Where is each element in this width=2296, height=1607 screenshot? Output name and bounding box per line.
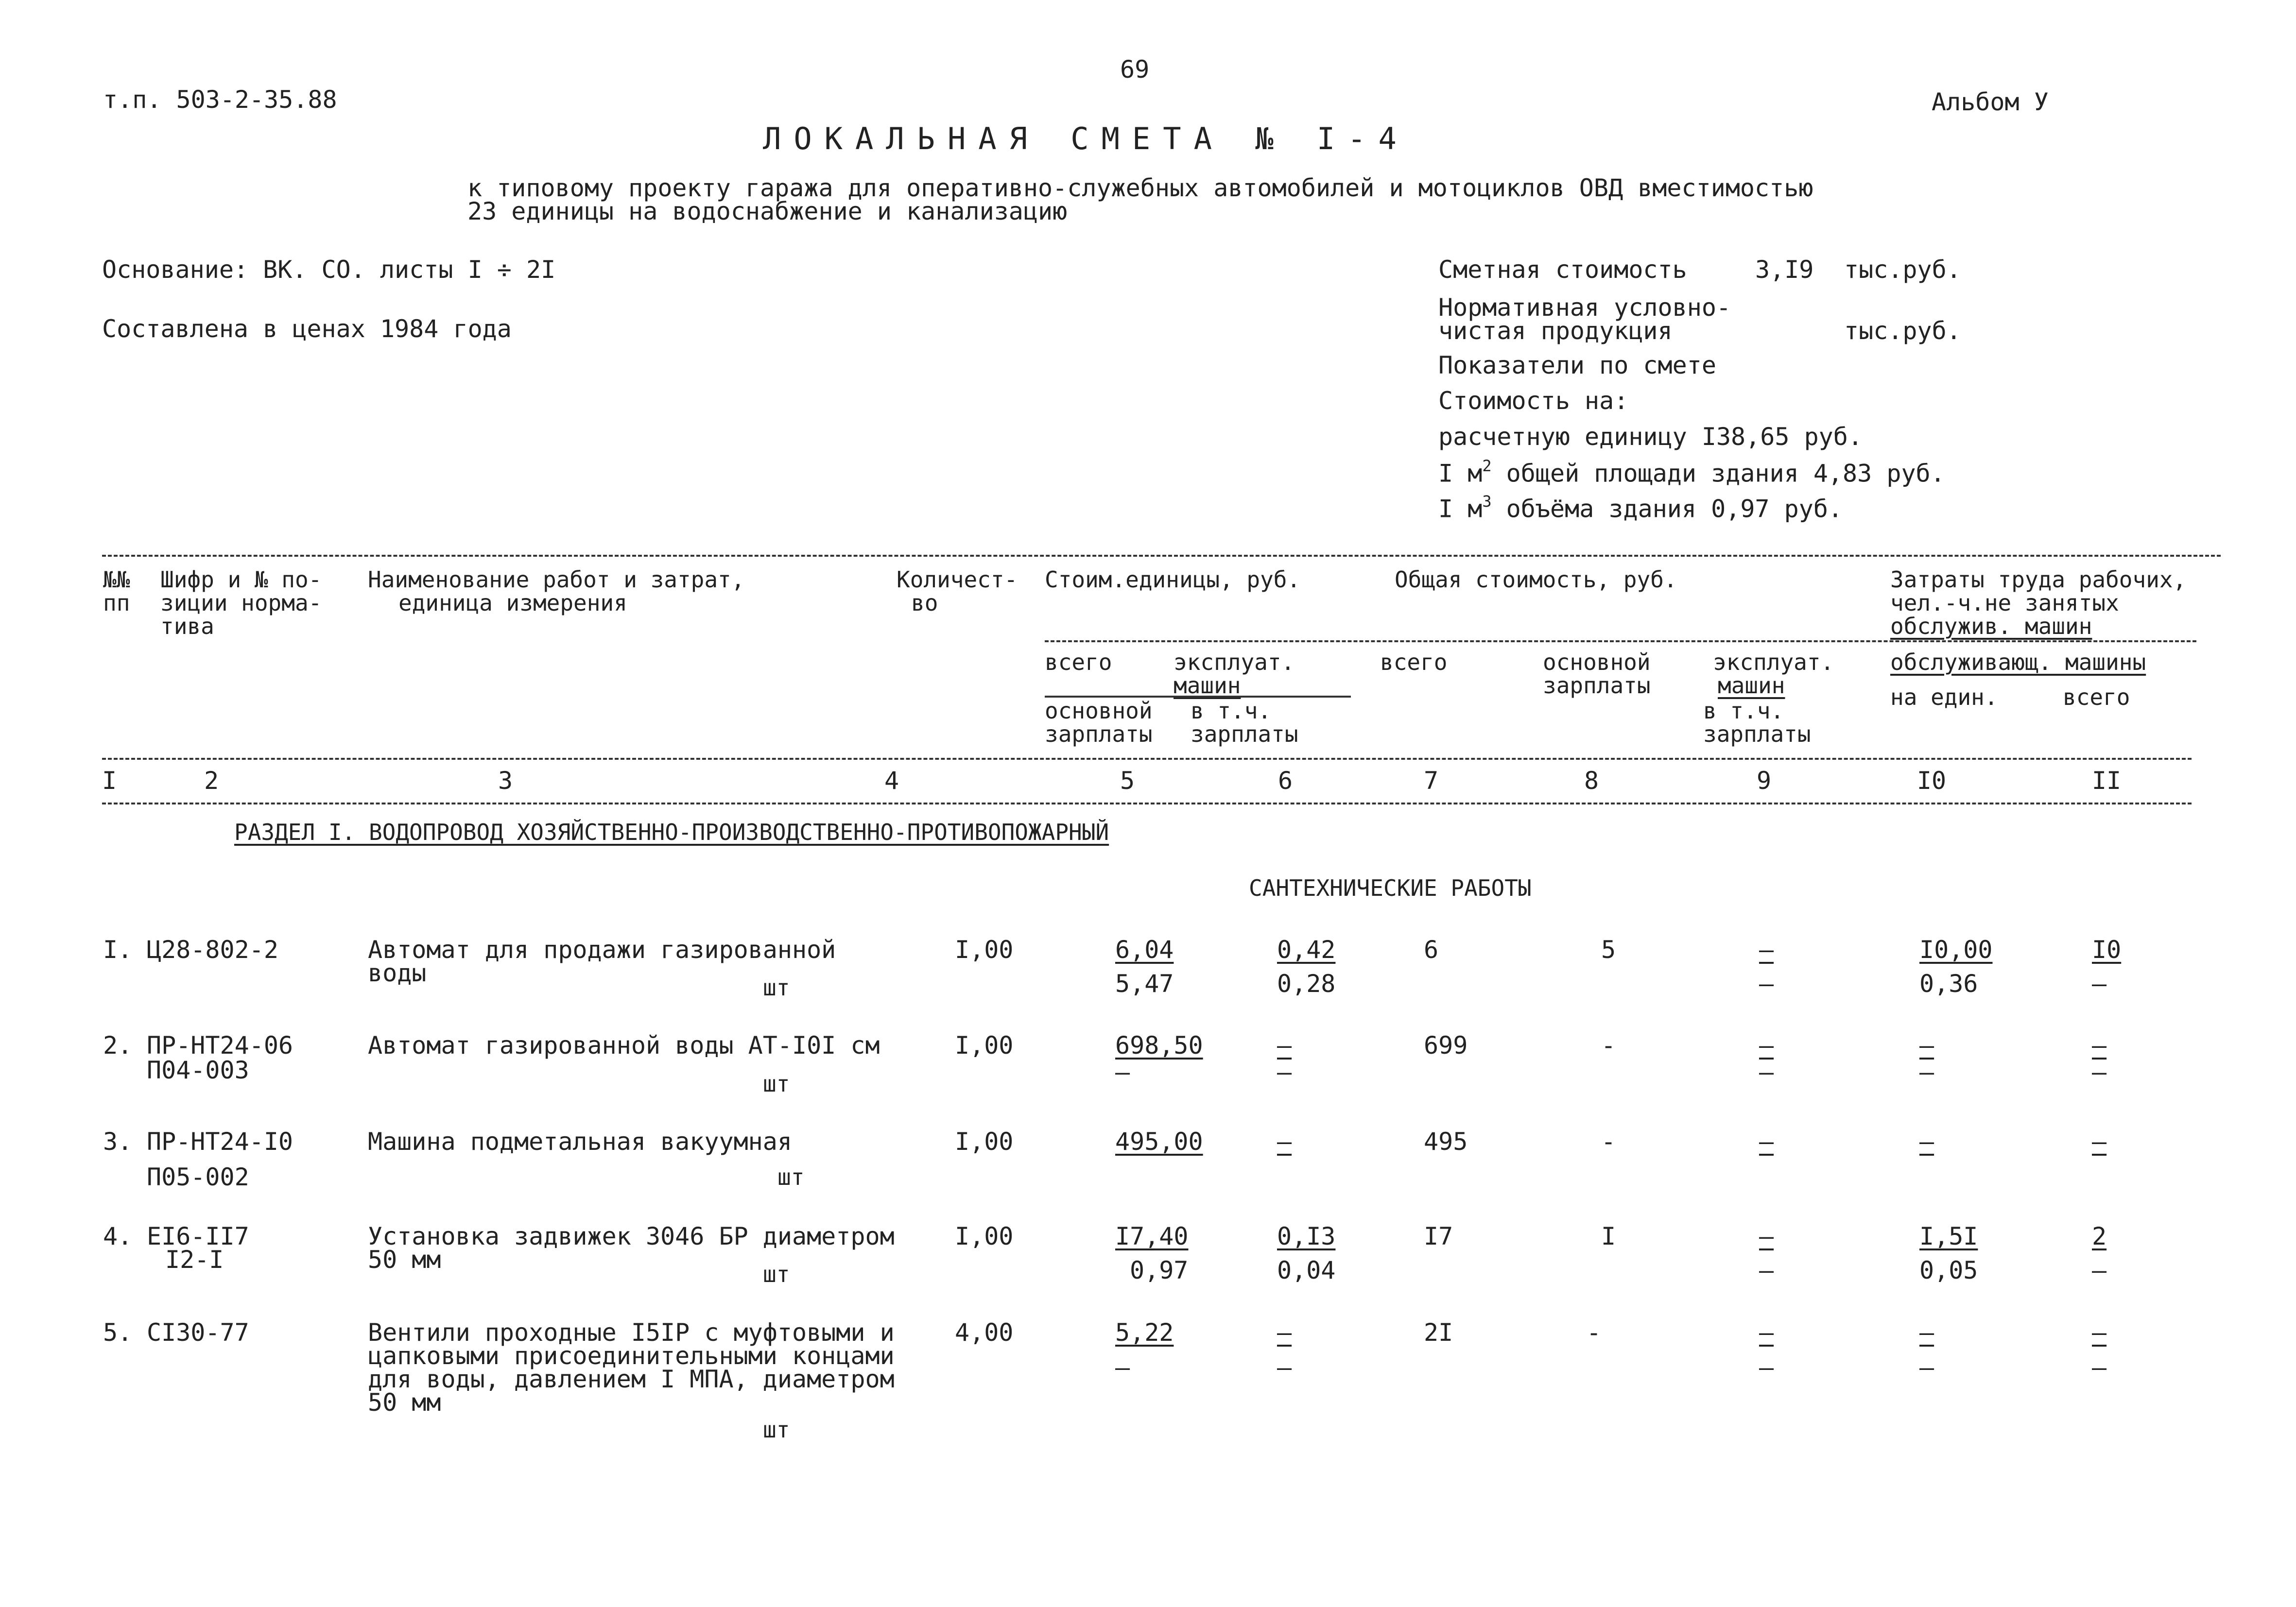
labor-total-label: всего [2063,684,2130,710]
row-labor-total-2: – [2092,1256,2107,1284]
total-cost-wage-l1: основной [1543,649,1651,675]
prices-text: Составлена в ценах 1984 года [102,315,512,343]
row-code: ПР-НТ24-06 [147,1031,293,1060]
row-code: СI30-77 [147,1318,249,1347]
estimated-cost-label: Сметная стоимость [1438,256,1687,284]
row-quantity: I,00 [955,1222,1014,1250]
row-total-cost: I7 [1424,1222,1453,1250]
row-name-line-4: 50 мм [368,1388,441,1417]
row-unit: шт [777,1164,805,1190]
row-unit-cost-machines-wage: 0,04 [1277,1256,1336,1284]
document-title: ЛОКАЛЬНАЯ СМЕТА № I-4 [763,121,1409,156]
cost-on-label: Стоимость на: [1438,387,1629,415]
estimated-cost-value: 3,I9 [1755,256,1814,284]
section-title: РАЗДЕЛ I. ВОДОПРОВОД ХОЗЯЙСТВЕННО-ПРОИЗВОДСТВЕННО-ПРОТИВОПОЖАРНЫЙ [234,819,1109,845]
row-total-cost: 6 [1424,936,1439,964]
normative-label-2: чистая продукция [1438,317,1673,345]
col-number-5: 5 [1120,767,1135,795]
row-unit-cost-wage: 0,97 [1130,1256,1189,1284]
row-code: ЕI6-II7 [147,1222,249,1250]
row-name-line-2: цапковыми присоединительными концами [368,1342,895,1370]
row-labor-total: I0 [2092,936,2122,964]
total-cost-machines-l2: машин [1718,672,1785,699]
header-bottom-rule [102,758,2192,760]
row-name-line-1: Машина подметальная вакуумная [368,1128,792,1156]
subheader-rule [1045,640,2196,642]
row-unit-cost-machines-wage: 0,28 [1277,970,1336,998]
row-unit-cost-total: 698,50 [1115,1031,1203,1060]
row-labor-total: – [2092,1031,2107,1060]
labor-header-l4: обслуживающ. машины [1890,649,2146,675]
row-total-machines-wage: – [1759,1058,1774,1086]
row-labor-total-2: – [2092,1058,2107,1086]
page-number: 69 [1120,55,1150,84]
cost-per-volume: I $м^3$ объёма здания 0,97 руб. [1438,492,1843,523]
row-unit: шт [763,974,790,1001]
col-number-9: 9 [1756,767,1772,795]
row-name-line-2: 50 мм [368,1246,441,1274]
indicators-label: Показатели по смете [1438,351,1716,379]
row-labor-per-unit: I,5I [1919,1222,1978,1250]
row-unit-cost-total: 5,22 [1115,1318,1174,1347]
row-total-machines: – [1759,1128,1774,1156]
row-labor-total-2: – [2092,1353,2107,1382]
row-name-line-3: для воды, давлением I МПА, диаметром [368,1365,895,1393]
row-total-machines-wage: – [1759,970,1774,998]
total-cost-machines-l1: эксплуат. [1713,649,1834,675]
table-top-rule [102,555,2221,557]
col-number-4: 4 [884,767,899,795]
col3-header-l1: Наименование работ и затрат, [368,566,745,593]
row-name-line-1: Вентили проходные I5IР с муфтовыми и [368,1318,895,1347]
row-labor-per-unit-2: 0,05 [1919,1256,1978,1284]
col-number-10: I0 [1916,767,1947,795]
col1-header-l2: пп [103,590,130,616]
row-labor-total-2: – [2092,970,2107,998]
row-total-wage: I [1601,1222,1616,1250]
unit-cost-wage-l2: зарплаты [1045,721,1153,747]
row-number: 4. [103,1222,133,1250]
row-total-machines-wage: – [1759,1256,1774,1284]
row-unit-cost-wage: – [1115,1353,1130,1382]
col2-header-l3: тива [160,613,214,639]
unit-cost-machines-l1: эксплуат. [1174,649,1295,675]
row-unit-cost-machines: – [1277,1031,1292,1060]
row-quantity: I,00 [955,936,1014,964]
row-total-machines: – [1759,1222,1774,1250]
labor-per-unit-label: на един. [1890,684,1998,710]
row-labor-total: – [2092,1128,2107,1156]
row-number: 2. [103,1031,133,1060]
row-labor-per-unit-2: – [1919,1058,1934,1086]
unit-cost-incl-l2: зарплаты [1191,721,1298,747]
row-total-machines: – [1759,1318,1774,1347]
subtitle-line-2: 23 единицы на водоснабжение и канализацию [467,197,1068,225]
unit-cost-machines-l2: машин [1174,672,1241,699]
cost-per-area: I $м^2$ общей площади здания 4,83 руб. [1438,457,1945,488]
album-label: Альбом У [1932,88,2049,116]
labor-header-l2: чел.-ч.не занятых [1890,590,2119,616]
section-subtitle: САНТЕХНИЧЕСКИЕ РАБОТЫ [1249,875,1532,901]
column-numbers-rule [102,803,2192,804]
col2-header-l2: зиции норма- [160,590,322,616]
total-cost-header: Общая стоимость, руб. [1395,566,1677,593]
row-unit-cost-total: 6,04 [1115,936,1174,964]
row-total-cost: 495 [1424,1128,1468,1156]
total-cost-wage-l2: зарплаты [1543,672,1651,699]
project-code: т.п. 503-2-35.88 [103,85,337,114]
row-unit: шт [763,1071,790,1097]
row-unit-cost-machines: – [1277,1318,1292,1347]
row-name-line-1: Установка задвижек 3046 БР диаметром [368,1222,895,1250]
cost-per-unit: расчетную единицу I38,65 руб. [1438,423,1863,451]
row-code: Ц28-802-2 [147,936,278,964]
normative-unit: тыс.руб. [1844,317,1961,345]
row-number: 5. [103,1318,133,1347]
col-number-6: 6 [1277,767,1293,795]
row-labor-total: – [2092,1318,2107,1347]
row-code: ПР-НТ24-I0 [147,1128,293,1156]
col-number-2: 2 [204,767,219,795]
col4-header-l1: Количест- [897,566,1018,593]
total-cost-incl-l2: зарплаты [1703,721,1811,747]
row-unit-cost-total: I7,40 [1115,1222,1189,1250]
row-name-line-2: воды [368,959,427,987]
unit-cost-header: Стоим.единицы, руб. [1045,566,1301,593]
subtitle-line-1: к типовому проекту гаража для оперативно-служебных автомобилей и мотоциклов ОВД вместимостью [467,174,1813,202]
col-number-11: II [2091,767,2122,795]
row-code-2: П04-003 [147,1056,249,1084]
row-labor-total: 2 [2092,1222,2107,1250]
row-quantity: I,00 [955,1128,1014,1156]
row-unit-cost-machines: 0,I3 [1277,1222,1336,1250]
col-number-3: 3 [498,767,513,795]
row-unit-cost-wage: 5,47 [1115,970,1174,998]
col1-header-l1: №№ [103,566,130,593]
row-code-2: П05-002 [147,1163,249,1191]
normative-label-1: Нормативная условно- [1438,293,1731,322]
row-unit-cost-wage: – [1115,1058,1130,1086]
col-number-1: I [102,767,117,795]
row-unit-cost-machines-wage: – [1277,1353,1292,1382]
row-code-2: I2-I [165,1246,224,1274]
total-cost-total-label: всего [1380,649,1448,675]
row-unit: шт [763,1417,790,1443]
row-total-wage: - [1601,1128,1616,1156]
col3-header-l2: единица измерения [398,590,627,616]
row-name-line-1: Автомат газированной воды АТ-I0I см [368,1031,880,1060]
col-number-7: 7 [1423,767,1439,795]
row-labor-per-unit: – [1919,1031,1934,1060]
row-number: 3. [103,1128,133,1156]
col2-header-l1: Шифр и № по- [160,566,322,593]
row-total-cost: 699 [1424,1031,1468,1060]
row-quantity: I,00 [955,1031,1014,1060]
row-total-machines: – [1759,1031,1774,1060]
col-number-8: 8 [1584,767,1599,795]
row-total-machines: – [1759,936,1774,964]
row-labor-per-unit: – [1919,1128,1934,1156]
row-total-wage: - [1601,1031,1616,1060]
row-total-wage: 5 [1601,936,1616,964]
unit-cost-wage-l1: основной [1045,698,1153,724]
row-labor-per-unit: – [1919,1318,1934,1347]
row-quantity: 4,00 [955,1318,1014,1347]
col4-header-l2: во [911,590,938,616]
row-unit: шт [763,1261,790,1287]
row-total-cost: 2I [1424,1318,1453,1347]
row-unit-cost-machines-wage: – [1277,1058,1292,1086]
unit-cost-total-label: всего [1045,649,1112,675]
estimated-cost-unit: тыс.руб. [1844,256,1961,284]
row-name-line-1: Автомат для продажи газированной [368,936,836,964]
total-cost-incl-l1: в т.ч. [1703,698,1784,724]
labor-header-l1: Затраты труда рабочих, [1890,566,2187,593]
labor-header-l3: обслужив. машин [1890,613,2092,639]
row-total-wage: - [1587,1318,1602,1347]
row-total-machines-wage: – [1759,1353,1774,1382]
row-unit-cost-total: 495,00 [1115,1128,1203,1156]
basis-text: Основание: ВК. СО. листы I ÷ 2I [102,256,556,284]
row-labor-per-unit-2: 0,36 [1919,970,1978,998]
row-unit-cost-machines: – [1277,1128,1292,1156]
row-labor-per-unit-2: – [1919,1353,1934,1382]
unit-cost-incl-l1: в т.ч. [1191,698,1272,724]
row-unit-cost-machines: 0,42 [1277,936,1336,964]
row-number: I. [103,936,133,964]
row-labor-per-unit: I0,00 [1919,936,1993,964]
